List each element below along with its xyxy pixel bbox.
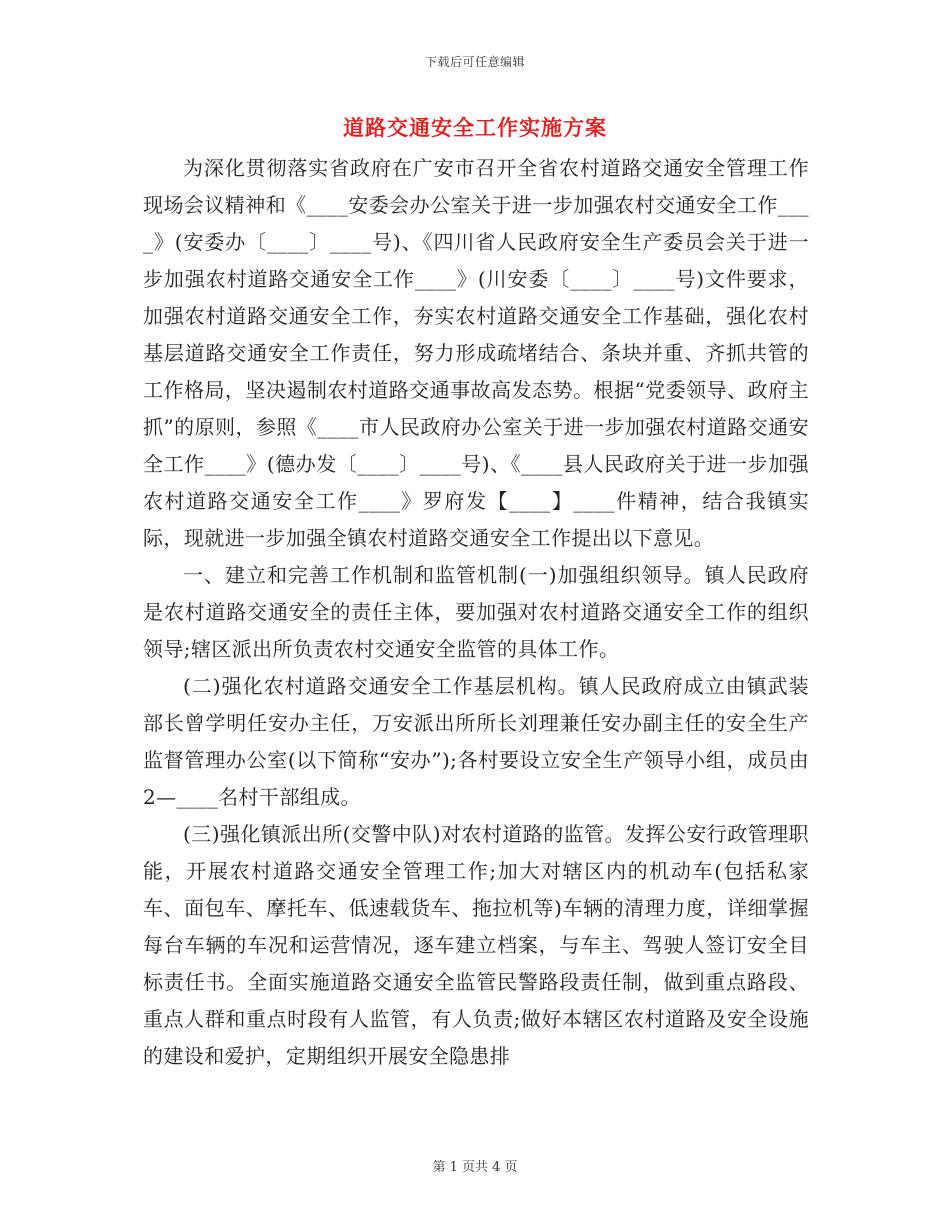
document-title: 道路交通安全工作实施方案 <box>343 115 607 140</box>
page-number-footer: 第 1 页共 4 页 <box>432 1160 518 1175</box>
paragraph-section-2: (二)强化农村道路交通安全工作基层机构。镇人民政府成立由镇武装部长曾学明任安办主任，万安派出所所长刘理兼任安办副主任的安全生产监督管理办公室(以下简称“安办”);各村要设立安全生产领导小组，成员由2—____名村干部组成。 <box>143 674 809 809</box>
document-body <box>143 150 809 1075</box>
paragraph-intro: 为深化贯彻落实省政府在广安市召开全省农村道路交通安全管理工作现场会议精神和《____安委会办公室关于进一步加强农村交通安全工作____》(安委办〔____〕____号)、《四川省人民政府安全生产委员会关于进一步加强农村道路交通安全工作____》(川安委〔____〕____号)文件要求，加强农村道路交通安全工作，夯实农村道路交通安全工作基础，强化农村基层道路交通安全工作责任，努力形成疏堵结合、条块并重、齐抓共管的工作格局，坚决遏制农村道路交通事故高发态势。根据“党委领导、政府主抓”的原则，参照《____市人民政府办公室关于进一步加强农村道路交通安全工作____》(德办发〔____〕____号)、《____县人民政府关于进一步加强农村道路交通安全工作____》罗府发【____】____件精神，结合我镇实际，现就进一步加强全镇农村道路交通安全工作提出以下意见。 <box>143 156 809 550</box>
paragraph-section-3: (三)强化镇派出所(交警中队)对农村道路的监管。发挥公安行政管理职能，开展农村道路交通安全管理工作;加大对辖区内的机动车(包括私家车、面包车、摩托车、低速载货车、拖拉机等)车辆的清理力度，详细掌握每台车辆的车况和运营情况，逐车建立档案，与车主、驾驶人签订安全目标责任书。全面实施道路交通安全监管民警路段责任制，做到重点路段、重点人群和重点时段有人监管，有人负责;做好本辖区农村道路及安全设施的建设和爱护，定期组织开展安全隐患排 <box>143 822 809 1068</box>
page-header-note: 下载后可任意编辑 <box>424 55 525 69</box>
paragraph-section-1: 一、建立和完善工作机制和监管机制(一)加强组织领导。镇人民政府是农村道路交通安全的责任主体，要加强对农村道路交通安全工作的组织领导;辖区派出所负责农村交通安全监管的具体工作。 <box>143 563 809 661</box>
